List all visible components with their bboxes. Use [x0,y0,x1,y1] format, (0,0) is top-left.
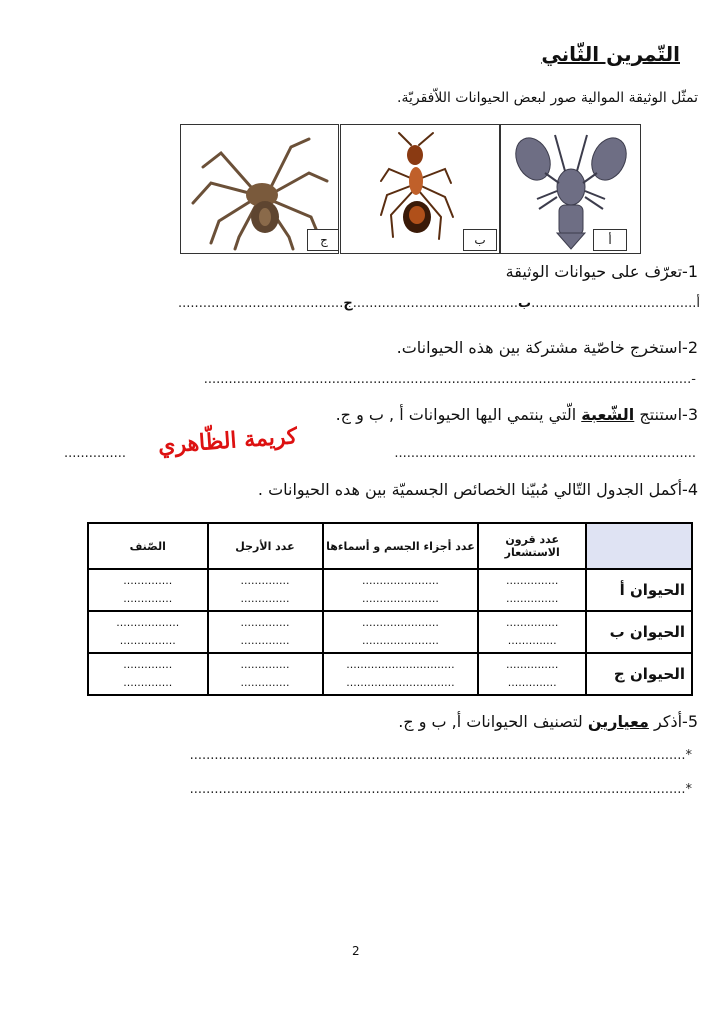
question-3-pre: 3-استنتج [634,405,698,424]
characteristics-table [87,522,693,696]
question-5-key: معيارين [587,712,649,731]
image-spider [180,124,339,254]
table-cell: ............... ............... [478,569,586,611]
author-stamp: كريمة الظّاهري [157,423,299,459]
question-3-answer-dots-left: ............... [64,446,126,461]
table-cell: .............. .............. [208,569,323,611]
answer-c-label: ج [343,296,353,311]
image-label-a: أ [593,229,627,251]
question-5 [398,712,698,731]
table-cell: ............... .............. [478,611,586,653]
question-2: 2-استخرج خاصّية مشتركة بين هذه الحيوانات. [396,338,698,357]
question-4: 4-أكمل الجدول التّالي مُبيّنا الخصائص الجسميّة بين هده الحيوانات . [257,480,698,499]
question-1: 1-تعرّف على حيوانات الوثيقة [505,262,698,281]
table-row [88,569,692,611]
intro-text: تمثّل الوثيقة الموالية صور لبعض الحيوانات اللاّفقريّة. [397,90,698,106]
question-2-answer: -...................................................................................................................... [203,372,696,387]
question-1-answers [72,296,700,311]
row-label-b: الحيوان ب [586,611,692,653]
answer-b-label: ب [518,296,532,311]
table-row [88,653,692,695]
question-3-post: الّتي ينتمي اليها الحيوانات أ , ب و ج. [335,405,582,424]
exercise-title: التّمرين الثّاني [541,42,680,66]
question-5-line-2: *........................................................................................................................ [189,782,692,797]
table-row [88,611,692,653]
table-cell: .............. .............. [88,653,208,695]
answer-a-label: أ [696,296,700,311]
answer-a-dots: ........................................ [531,296,697,311]
question-5-pre: 5-أذكر [648,712,698,731]
table-corner-cell [586,523,692,569]
table-cell: ...................... ...................... [323,611,479,653]
header-legs: عدد الأرجل [208,523,323,569]
table-cell: .................. ................ [88,611,208,653]
table-cell: ............... .............. [478,653,586,695]
row-label-a: الحيوان أ [586,569,692,611]
header-antennae: عدد قرون الاستشعار [478,523,586,569]
question-5-post: لتصنيف الحيوانات أ, ب و ج. [398,712,588,731]
image-crayfish [500,124,641,254]
image-ant [340,124,500,254]
header-body-parts: عدد أجزاء الجسم و أسماءها [323,523,479,569]
question-3-key: الشّعبة [581,405,635,424]
table-cell: ...................... ...................... [323,569,479,611]
table-cell: ............................... ............................... [323,653,479,695]
table-cell: .............. .............. [88,569,208,611]
image-label-b: ب [463,229,497,251]
answer-c-dots: ........................................ [178,296,344,311]
answer-b-dots: ........................................ [352,296,518,311]
question-3-answer-dots: ......................................................................... [394,446,696,461]
row-label-c: الحيوان ج [586,653,692,695]
image-label-c: ج [307,229,339,251]
header-class: الصّنف [88,523,208,569]
question-3 [336,405,698,424]
table-header-row [88,523,692,569]
question-5-line-1: *........................................................................................................................ [189,748,692,763]
table-cell: .............. .............. [208,611,323,653]
page-number: 2 [352,944,360,958]
table-cell: .............. .............. [208,653,323,695]
